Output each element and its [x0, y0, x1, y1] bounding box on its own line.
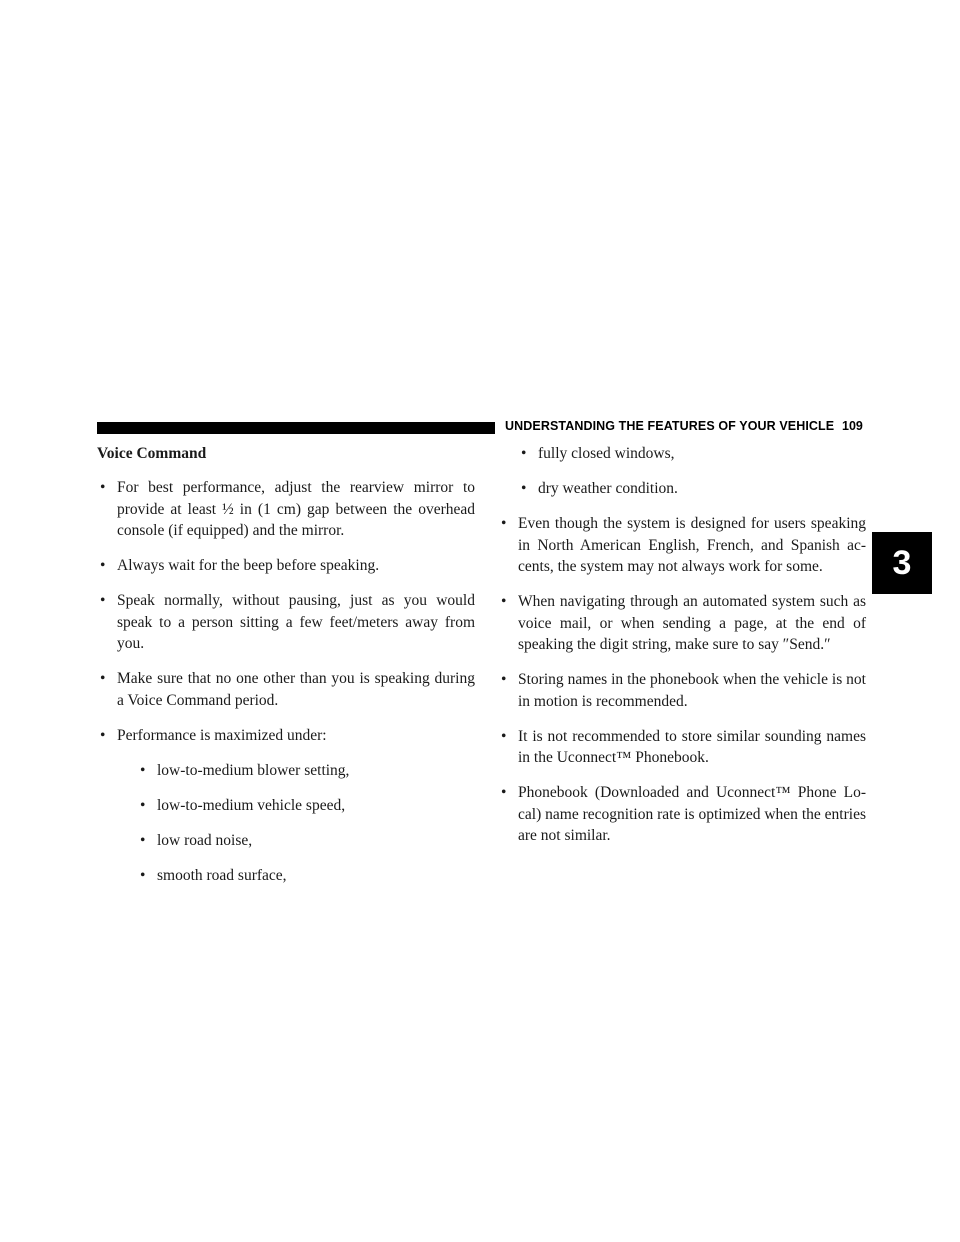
list-item: • Phonebook (Downloaded and Uconnect™ Phone Lo- cal) name recognition rate is optimized when the entries are not similar. — [498, 782, 866, 847]
list-item — [97, 725, 475, 887]
list-item: • It is not recommended to store similar sounding names in the Uconnect™ Phonebook. — [498, 726, 866, 769]
running-header-title: UNDERSTANDING THE FEATURES OF YOUR VEHICLE — [505, 419, 835, 433]
sub-list-item: • fully closed windows, — [518, 443, 866, 465]
list-item: • For best performance, adjust the rearview mirror to provide at least ½ in (1 cm) gap between the overhead console (if equipped) and the mirror. — [97, 477, 475, 542]
list-item: • Storing names in the phonebook when the vehicle is not in motion is recommended. — [498, 669, 866, 712]
sub-list-item: • low-to-medium blower setting, — [137, 760, 475, 782]
list-item: • When navigating through an automated system such as voice mail, or when sending a page, at the end of speaking the digit string, make sure to say ″Send.″ — [498, 591, 866, 656]
list-item: • Always wait for the beep before speaking. — [97, 555, 475, 577]
chapter-tab: 3 — [872, 532, 932, 594]
continued-sub-bullet-list — [498, 443, 866, 500]
bullet-list — [97, 477, 475, 886]
sub-list-item: • smooth road surface, — [137, 865, 475, 887]
section-heading: Voice Command — [97, 445, 207, 462]
list-item: • Even though the system is designed for users speaking in North American English, French, and Spanish ac- cents, the system may not always work for some. — [498, 513, 866, 578]
left-column — [97, 443, 475, 900]
sub-list-item: • low road noise, — [137, 830, 475, 852]
sub-list-item: • dry weather condition. — [518, 478, 866, 500]
sub-bullet-list — [117, 760, 475, 887]
page-number: 109 — [842, 419, 863, 433]
bullet-list — [498, 513, 866, 847]
right-column — [498, 443, 866, 860]
list-item: • Make sure that no one other than you is speaking during a Voice Command period. — [97, 668, 475, 711]
header-rule — [97, 422, 495, 434]
sub-list-item: • low-to-medium vehicle speed, — [137, 795, 475, 817]
list-item-label: Performance is maximized under: — [117, 726, 327, 744]
list-item: • Speak normally, without pausing, just as you would speak to a person sitting a few feet/meters away from you. — [97, 590, 475, 655]
